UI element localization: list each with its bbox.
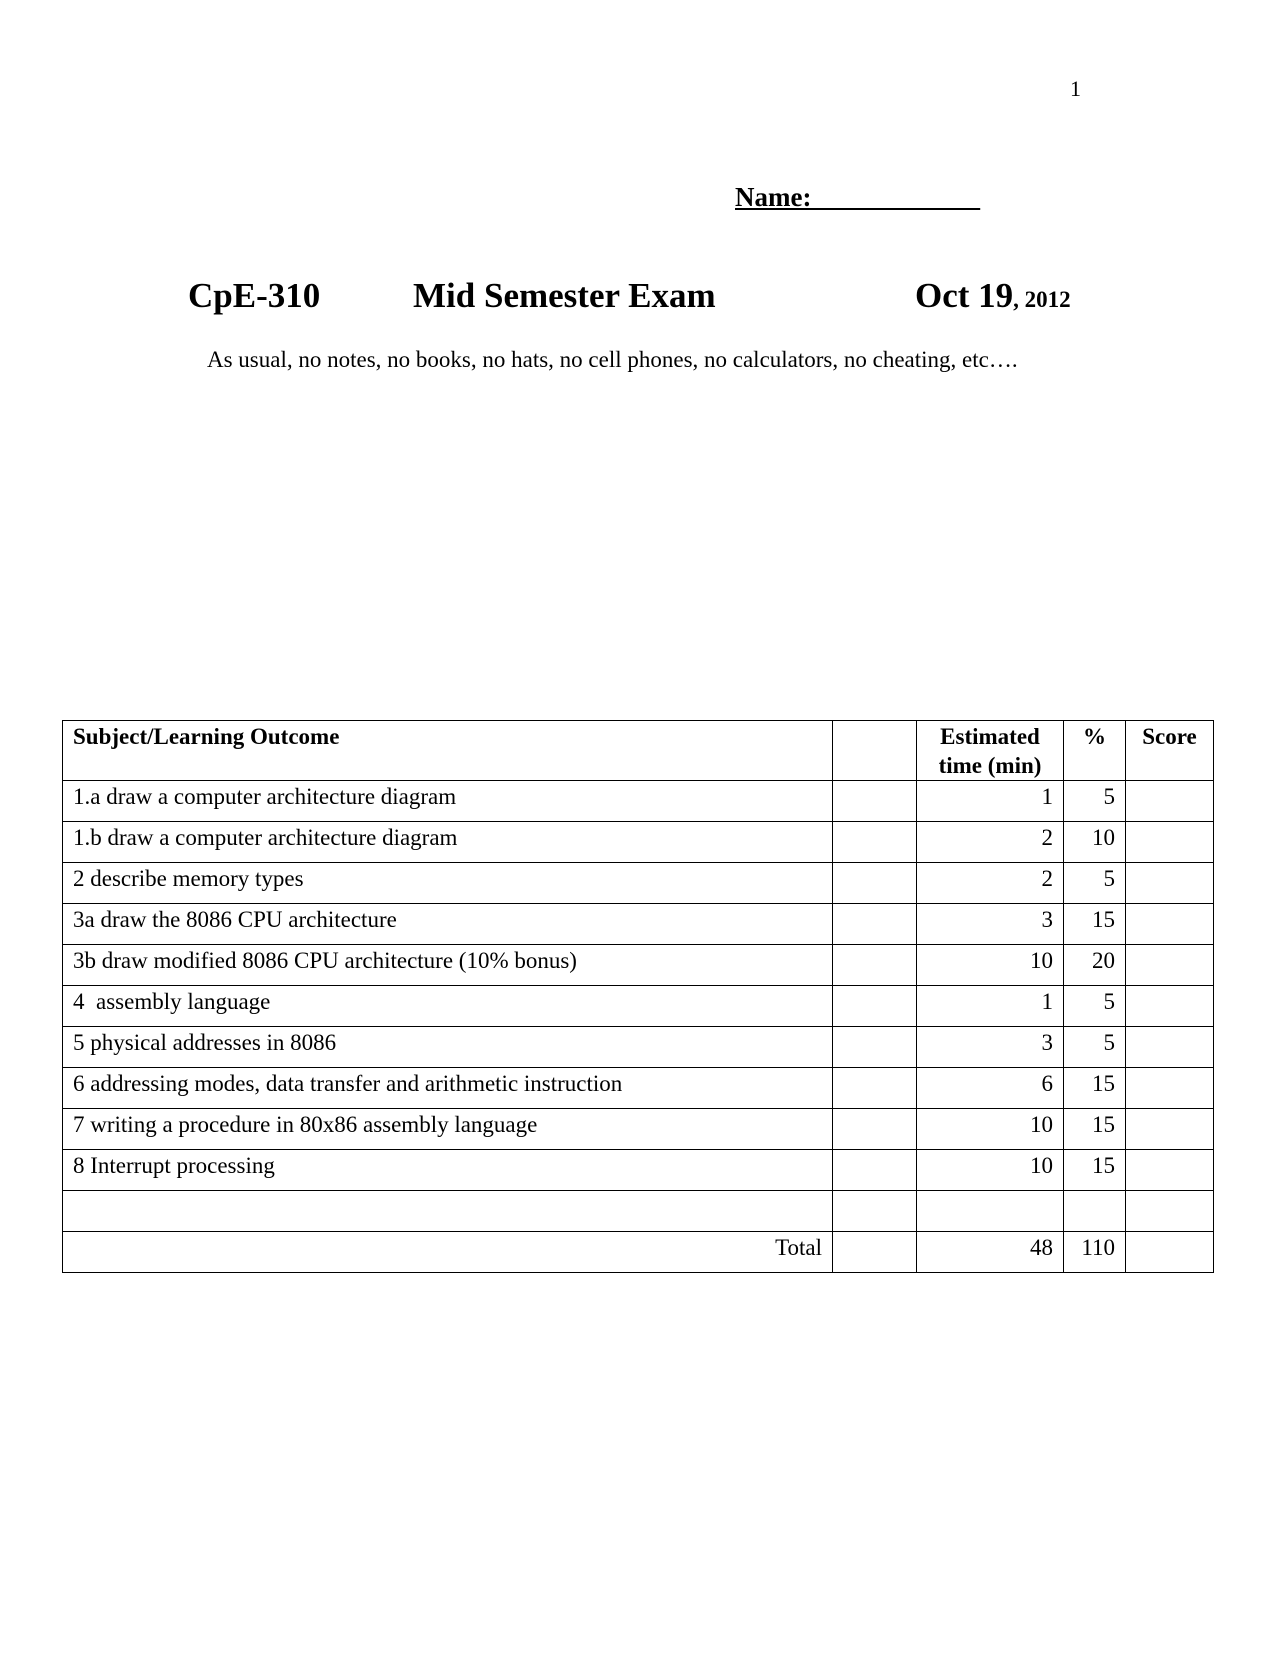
row-blank	[833, 945, 917, 986]
row-percent: 15	[1064, 1150, 1126, 1191]
row-score	[1126, 1068, 1214, 1109]
row-percent: 20	[1064, 945, 1126, 986]
row-outcome: 4 assembly language	[63, 986, 833, 1027]
row-percent: 5	[1064, 986, 1126, 1027]
row-time: 2	[917, 822, 1064, 863]
row-score	[1126, 1027, 1214, 1068]
name-field-label: Name:	[735, 182, 981, 212]
row-percent: 15	[1064, 1068, 1126, 1109]
row-blank	[833, 1150, 917, 1191]
table-row	[63, 1150, 1214, 1191]
table-row	[63, 904, 1214, 945]
exam-title: Mid Semester Exam	[413, 276, 716, 315]
total-percent: 110	[1064, 1232, 1126, 1273]
table-row	[63, 863, 1214, 904]
empty-row	[63, 1191, 1214, 1232]
table-row	[63, 1027, 1214, 1068]
row-percent: 5	[1064, 1027, 1126, 1068]
empty-cell	[833, 1191, 917, 1232]
row-score	[1126, 945, 1214, 986]
row-blank	[833, 863, 917, 904]
total-label: Total	[63, 1232, 833, 1273]
row-blank	[833, 1109, 917, 1150]
header-blank	[833, 721, 917, 781]
total-row	[63, 1232, 1214, 1273]
header-time	[917, 721, 1064, 781]
table-row	[63, 945, 1214, 986]
table-row	[63, 1109, 1214, 1150]
row-time: 10	[917, 1150, 1064, 1191]
row-percent: 10	[1064, 822, 1126, 863]
row-outcome: 3b draw modified 8086 CPU architecture (10% bonus)	[63, 945, 833, 986]
row-score	[1126, 1150, 1214, 1191]
row-outcome: 7 writing a procedure in 80x86 assembly language	[63, 1109, 833, 1150]
exam-date	[915, 276, 1071, 316]
row-time: 1	[917, 986, 1064, 1027]
row-blank	[833, 1068, 917, 1109]
page-number: 1	[1070, 76, 1081, 101]
row-percent: 5	[1064, 781, 1126, 822]
date-year: , 2012	[1013, 287, 1071, 312]
grading-table	[62, 720, 1214, 1273]
row-time: 1	[917, 781, 1064, 822]
empty-cell	[917, 1191, 1064, 1232]
total-time: 48	[917, 1232, 1064, 1273]
row-score	[1126, 822, 1214, 863]
empty-cell	[1126, 1191, 1214, 1232]
row-blank	[833, 904, 917, 945]
total-score	[1126, 1232, 1214, 1273]
row-outcome: 6 addressing modes, data transfer and arithmetic instruction	[63, 1068, 833, 1109]
table-row	[63, 822, 1214, 863]
date-main: Oct 19	[915, 276, 1014, 315]
row-score	[1126, 986, 1214, 1027]
row-outcome: 1.b draw a computer architecture diagram	[63, 822, 833, 863]
row-score	[1126, 1109, 1214, 1150]
row-percent: 5	[1064, 863, 1126, 904]
row-time: 3	[917, 904, 1064, 945]
row-outcome: 5 physical addresses in 8086	[63, 1027, 833, 1068]
header-outcome: Subject/Learning Outcome	[63, 721, 833, 781]
row-percent: 15	[1064, 1109, 1126, 1150]
row-blank	[833, 822, 917, 863]
row-percent: 15	[1064, 904, 1126, 945]
header-score: Score	[1126, 721, 1214, 781]
table-row	[63, 1068, 1214, 1109]
header-time-line2: time (min)	[938, 753, 1042, 778]
empty-cell	[63, 1191, 833, 1232]
row-score	[1126, 781, 1214, 822]
row-outcome: 1.a draw a computer architecture diagram	[63, 781, 833, 822]
exam-rules: As usual, no notes, no books, no hats, no cell phones, no calculators, no cheating, etc….	[207, 347, 1018, 372]
header-time-line1: Estimated	[940, 724, 1040, 749]
row-blank	[833, 781, 917, 822]
row-outcome: 3a draw the 8086 CPU architecture	[63, 904, 833, 945]
table-row	[63, 986, 1214, 1027]
header-percent: %	[1064, 721, 1126, 781]
row-time: 10	[917, 945, 1064, 986]
row-time: 3	[917, 1027, 1064, 1068]
row-outcome: 2 describe memory types	[63, 863, 833, 904]
course-code: CpE-310	[188, 276, 321, 315]
row-blank	[833, 986, 917, 1027]
empty-cell	[1064, 1191, 1126, 1232]
table-row	[63, 781, 1214, 822]
total-blank	[833, 1232, 917, 1273]
row-time: 2	[917, 863, 1064, 904]
row-blank	[833, 1027, 917, 1068]
table-header-row	[63, 721, 1214, 781]
row-time: 10	[917, 1109, 1064, 1150]
row-time: 6	[917, 1068, 1064, 1109]
row-score	[1126, 904, 1214, 945]
row-score	[1126, 863, 1214, 904]
row-outcome: 8 Interrupt processing	[63, 1150, 833, 1191]
